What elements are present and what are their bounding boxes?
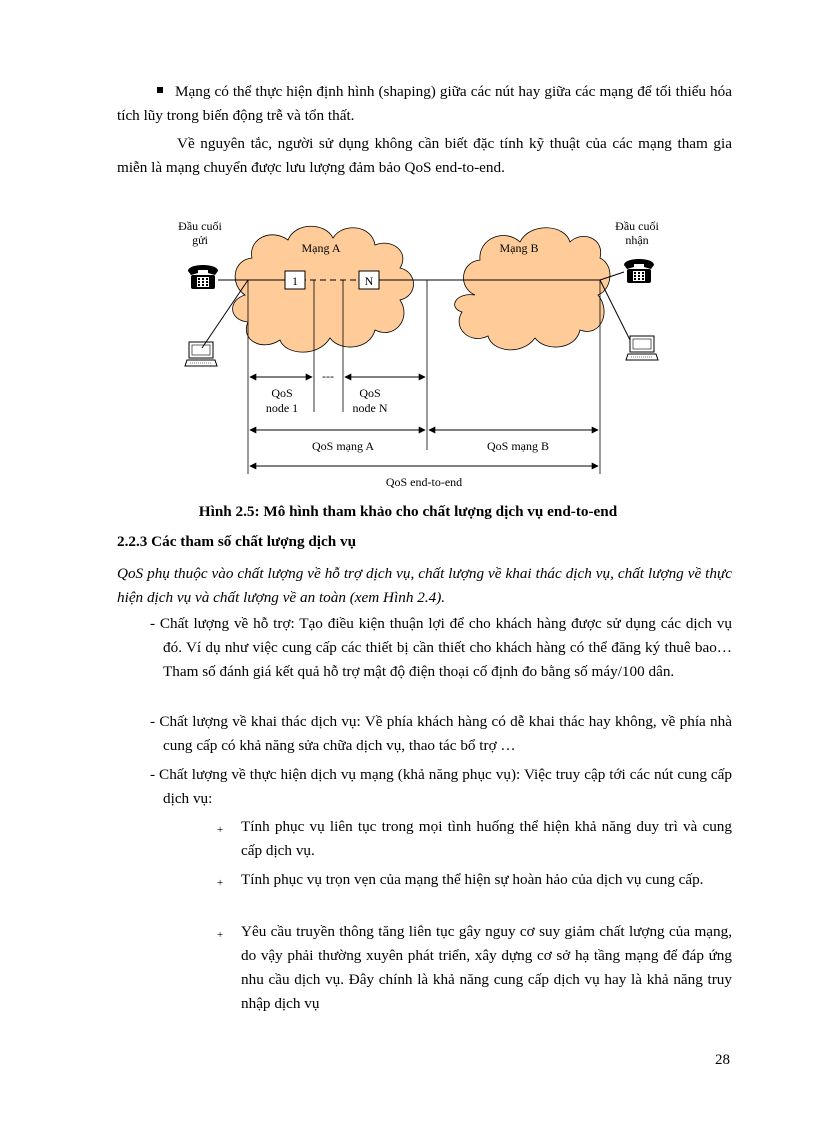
- node-1-label: 1: [292, 274, 298, 288]
- sender-label-line2: gửi: [192, 233, 208, 247]
- receiver-computer-icon: [626, 336, 658, 360]
- intro-bullet: [117, 80, 732, 128]
- section-intro: QoS phụ thuộc vào chất lượng về hỗ trợ dịch vụ, chất lượng về khai thác dịch vụ, chất lượng về thực hiện dịch vụ và chất lượng về an toàn (xem Hình 2.4).: [117, 565, 732, 606]
- page-number: 28: [715, 1052, 730, 1068]
- sub-list-item: + Tính phục vụ liên tục trong mọi tình huống thể hiện khả năng duy trì và cung cấp dịch vụ.: [217, 818, 732, 859]
- receiver-phone-icon: [624, 259, 654, 283]
- sender-phone-icon: [188, 265, 218, 289]
- plus-bullet-icon: +: [217, 929, 224, 941]
- qos-noden-line2: node N: [352, 401, 388, 415]
- qos-network-a-label: QoS mạng A: [311, 439, 375, 453]
- node-n-label: N: [364, 274, 374, 288]
- gap-dots: ---: [322, 369, 334, 383]
- sub-list-item: + Yêu cầu truyền thông tăng liên tục gây nguy cơ suy giảm chất lượng của mạng, do vậy phải thường xuyên phát triển, xây dựng cơ sở hạ tầng mạng để đáp ứng nhu cầu dịch vụ. Đây chính là khả năng cung cấp dịch vụ hay là khả năng truy nhập dịch vụ: [217, 923, 732, 1012]
- qos-network-b-label: QoS mạng B: [486, 439, 550, 453]
- receiver-label-line2: nhận: [625, 233, 649, 247]
- qos-node1-line1: QoS: [271, 386, 293, 400]
- qos-node1-line2: node 1: [265, 401, 299, 415]
- principle-paragraph: Về nguyên tắc, người sử dụng không cần biết đặc tính kỹ thuật của các mạng tham gia miễn là mạng chuyển được lưu lượng đảm bảo QoS end-to-end.: [117, 135, 732, 176]
- network-a-label: Mạng A: [301, 241, 341, 255]
- list-item: - Chất lượng về khai thác dịch vụ: Về phía khách hàng có dễ khai thác hay không, về phía nhà cung cấp có khả năng sửa chữa dịch vụ, thao tác bổ trợ …: [150, 713, 732, 754]
- square-bullet-icon: [157, 87, 163, 93]
- sender-label-line1: Đầu cuối: [178, 219, 222, 233]
- section-heading: 2.2.3 Các tham số chất lượng dịch vụ: [117, 533, 357, 550]
- qos-e2e-label: QoS end-to-end: [385, 475, 463, 489]
- sub-list-item: + Tính phục vụ trọn vẹn của mạng thể hiện sự hoàn hảo của dịch vụ cung cấp.: [217, 868, 732, 892]
- list-item: - Chất lượng về hỗ trợ: Tạo điều kiện thuận lợi để cho khách hàng được sử dụng các dịch vụ đó. Ví dụ như việc cung cấp các thiết bị cần thiết cho khách hàng có thể đăng ký thuê bao… Tham số đánh giá kết quả hỗ trợ mật độ điện thoại cố định đo bằng số máy/100 dân.: [150, 615, 732, 680]
- qos-noden-line1: QoS: [359, 386, 381, 400]
- network-b-label: Mạng B: [499, 241, 539, 255]
- list-item: - Chất lượng về thực hiện dịch vụ mạng (khả năng phục vụ): Việc truy cập tới các nút cung cấp dịch vụ:: [150, 766, 732, 807]
- figure-caption: Hình 2.5: Mô hình tham khảo cho chất lượng dịch vụ end-to-end: [198, 503, 618, 520]
- plus-bullet-icon: +: [217, 877, 224, 889]
- receiver-label-line1: Đầu cuối: [615, 219, 659, 233]
- plus-bullet-icon: +: [217, 824, 224, 836]
- qos-reference-diagram: [0, 200, 816, 500]
- intro-bullet-text: Mạng có thể thực hiện định hình (shaping) giữa các nút hay giữa các mạng để tối thiểu hóa tích lũy trong biến động trễ và tổn thất.: [117, 83, 732, 124]
- sender-computer-icon: [185, 342, 217, 366]
